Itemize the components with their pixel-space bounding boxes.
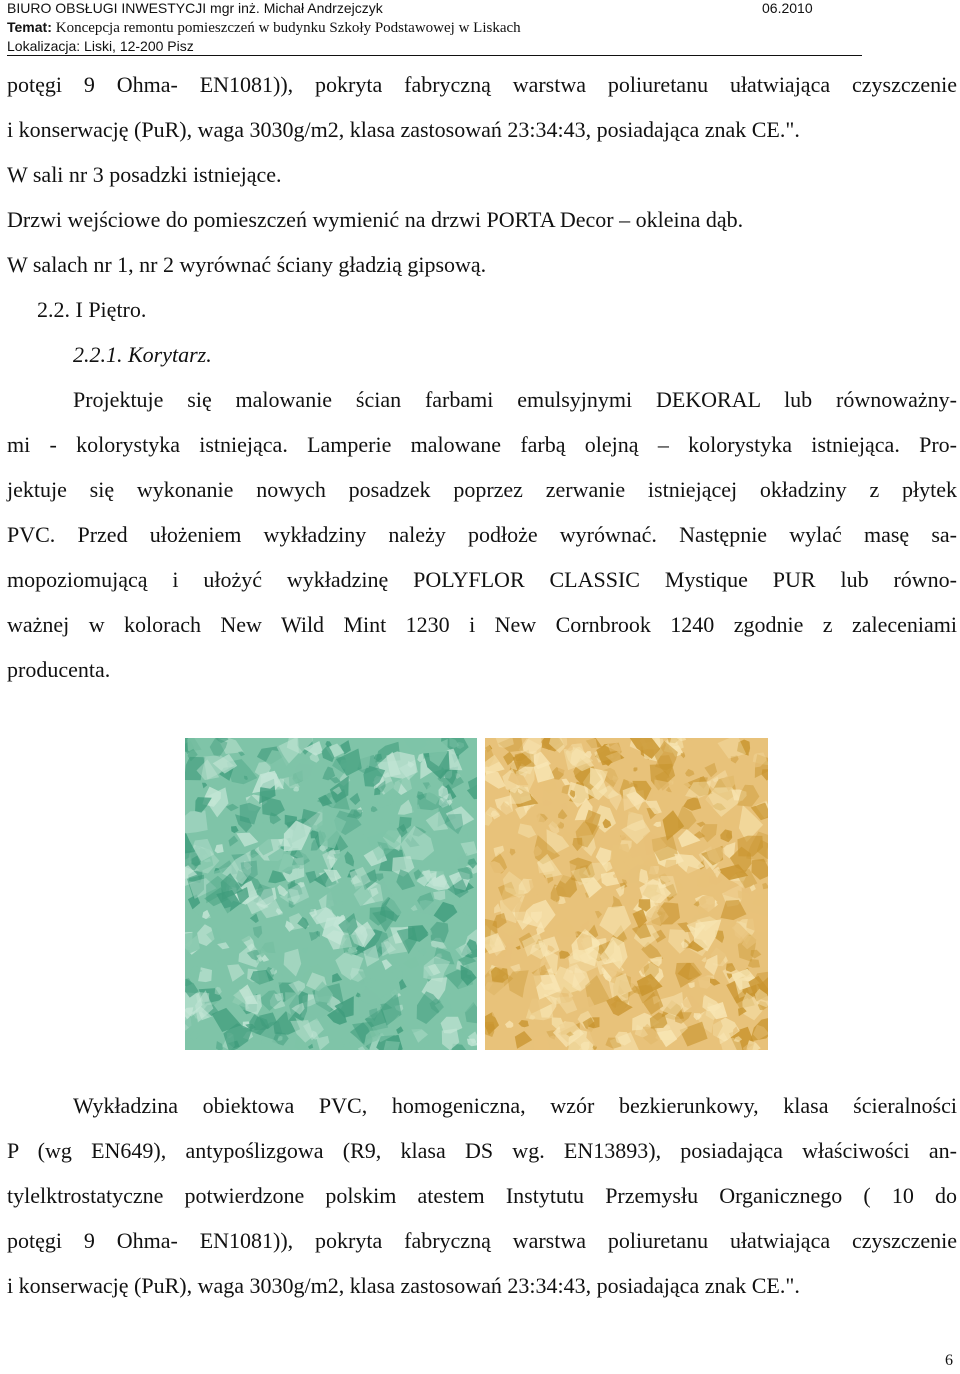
paragraph-line: Wykładzina obiektowa PVC, homogeniczna, wzór bezkierunkowy, klasa ścieralności: [73, 1093, 957, 1118]
subsection-heading: 2.2.1. Korytarz.: [73, 342, 212, 367]
paragraph-line: i konserwację (PuR), waga 3030g/m2, klasa zastosowań 23:34:43, posiadająca znak CE.".: [7, 1273, 800, 1298]
document-header-topic: [7, 19, 862, 37]
paragraph-line: ważnej w kolorach New Wild Mint 1230 i New Cornbrook 1240 zgodnie z zaleceniami: [7, 612, 957, 637]
company-name: BIURO OBSŁUGI INWESTYCJI mgr inż. Michał Andrzejczyk: [7, 0, 383, 16]
document-header-company: [7, 0, 862, 17]
topic-value: Koncepcja remontu pomieszczeń w budynku Szkoły Podstawowej w Liskach: [55, 20, 521, 36]
paragraph-line: potęgi 9 Ohma- EN1081)), pokryta fabryczną warstwa poliuretanu ułatwiająca czyszczenie: [7, 72, 957, 97]
paragraph-line: i konserwację (PuR), waga 3030g/m2, klasa zastosowań 23:34:43, posiadająca znak CE.".: [7, 117, 800, 142]
paragraph-line: jektuje się wykonanie nowych posadzek poprzez zerwanie istniejącej okładziny z płytek: [7, 477, 957, 502]
paragraph-line: tylelktrostatyczne potwierdzone polskim atestem Instytutu Przemysłu Organicznego ( 10 do: [7, 1183, 957, 1208]
paragraph-line: potęgi 9 Ohma- EN1081)), pokryta fabryczną warstwa poliuretanu ułatwiająca czyszczenie: [7, 1228, 957, 1253]
paragraph-line: Projektuje się malowanie ścian farbami emulsyjnymi DEKORAL lub równoważny-: [73, 387, 957, 412]
page-number: 6: [945, 1352, 953, 1369]
paragraph-line: W sali nr 3 posadzki istniejące.: [7, 162, 282, 187]
section-heading: 2.2. I Piętro.: [37, 297, 147, 322]
cornbrook-texture-image: [485, 738, 768, 1050]
paragraph-line: Drzwi wejściowe do pomieszczeń wymienić na drzwi PORTA Decor – okleina dąb.: [7, 207, 744, 232]
header-location: Lokalizacja: Liski, 12-200 Pisz: [7, 38, 862, 56]
swatch-new-cornbrook: [485, 738, 768, 1050]
paragraph-line: producenta.: [7, 657, 111, 682]
paragraph-line: P (wg EN649), antypoślizgowa (R9, klasa DS wg. EN13893), posiadająca właściwości an-: [7, 1138, 957, 1163]
paragraph-line: mi - kolorystyka istniejąca. Lamperie malowane farbą olejną – kolorystyka istniejąca. Pro-: [7, 432, 957, 457]
header-date: 06.2010: [762, 0, 813, 16]
paragraph-line: PVC. Przed ułożeniem wykładziny należy podłoże wyrównać. Następnie wylać masę sa-: [7, 522, 957, 547]
topic-label: Temat:: [7, 19, 52, 35]
paragraph-line: W salach nr 1, nr 2 wyrównać ściany gładzią gipsową.: [7, 252, 487, 277]
swatch-new-wild-mint: [185, 738, 477, 1050]
paragraph-line: mopoziomującą i ułożyć wykładzinę POLYFLOR CLASSIC Mystique PUR lub równo-: [7, 567, 957, 592]
mint-texture-image: [185, 738, 477, 1050]
